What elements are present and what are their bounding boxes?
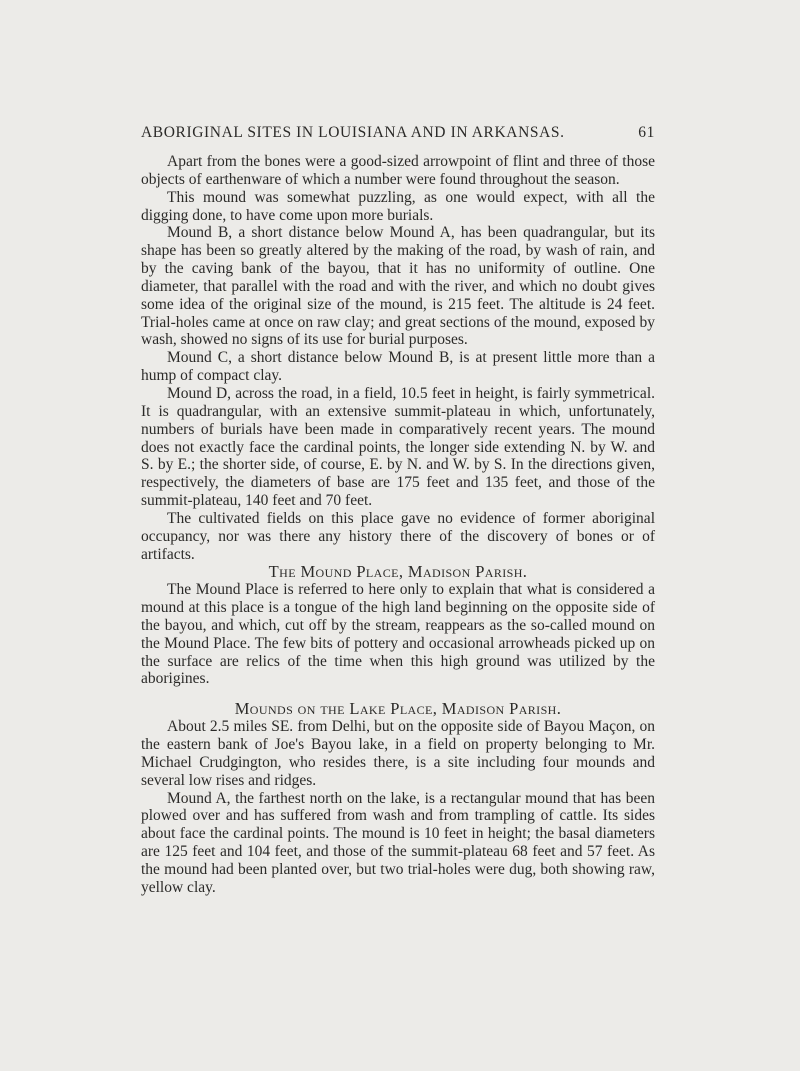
running-head-title: ABORIGINAL SITES IN LOUISIANA AND IN ARKANSAS. bbox=[141, 124, 565, 141]
paragraph: Mound A, the farthest north on the lake, is a rectangular mound that has been plowed over and has suffered from wash and from trampling of cattle. Its sides about face the cardinal points. The mound is 10 feet in height; the basal diameters are 125 feet and 104 feet, and those of the summit-plateau 68 feet and 57 feet. As the mound had been planted over, but two trial-holes were dug, both showing raw, yellow clay. bbox=[141, 789, 655, 896]
section-heading: The Mound Place, Madison Parish. bbox=[268, 562, 528, 582]
paragraph: Mound C, a short distance below Mound B, is at present little more than a hump of compact clay. bbox=[141, 349, 655, 385]
section-heading: Mounds on the Lake Place, Madison Parish. bbox=[234, 699, 562, 719]
running-head bbox=[141, 124, 655, 142]
page-number: 61 bbox=[638, 124, 655, 141]
paragraph: About 2.5 miles SE. from Delhi, but on the opposite side of Bayou Maçon, on the eastern bank of Joe's Bayou lake, in a field on property belonging to Mr. Michael Crudgington, who resides there, is a site including four mounds and several low rises and ridges. bbox=[141, 718, 655, 789]
paragraph: The cultivated fields on this place gave no evidence of former aboriginal occupancy, nor was there any history there of the discovery of bones or of artifacts. bbox=[141, 509, 655, 563]
paragraph: Mound D, across the road, in a field, 10.5 feet in height, is fairly symmetrical. It is quadrangular, with an extensive summit-plateau in which, unfortunately, numbers of burials have been made in comparatively recent years. The mound does not exactly face the cardinal points, the longer side extending N. by W. and S. by E.; the shorter side, of course, E. by N. and W. by S. In the directions given, respectively, the diameters of base are 175 feet and 135 feet, and those of the summit-plateau, 140 feet and 70 feet. bbox=[141, 384, 655, 510]
paragraph: The Mound Place is referred to here only to explain that what is considered a mound at this place is a tongue of the high land beginning on the opposite side of the bayou, and which, cut off by the stream, reappears as the so-called mound on the Mound Place. The few bits of pottery and occasional arrowheads picked up on the surface are relics of the time when this high ground was utilized by the aborigines. bbox=[141, 581, 655, 688]
page-body bbox=[141, 153, 655, 897]
paragraph: Apart from the bones were a good-sized arrowpoint of flint and three of those objects of earthenware of which a number were found throughout the season. bbox=[141, 153, 655, 188]
paragraph: This mound was somewhat puzzling, as one would expect, with all the digging done, to have come upon more burials. bbox=[141, 188, 655, 224]
paragraph: Mound B, a short distance below Mound A, has been quadrangular, but its shape has been so greatly altered by the making of the road, by wash of rain, and by the caving bank of the bayou, that it has no uniformity of outline. One diameter, that parallel with the road and with the river, and which no doubt gives some idea of the original size of the mound, is 215 feet. The altitude is 24 feet. Trial-holes came at once on raw clay; and great sections of the mound, exposed by wash, showed no signs of its use for burial purposes. bbox=[141, 224, 655, 349]
